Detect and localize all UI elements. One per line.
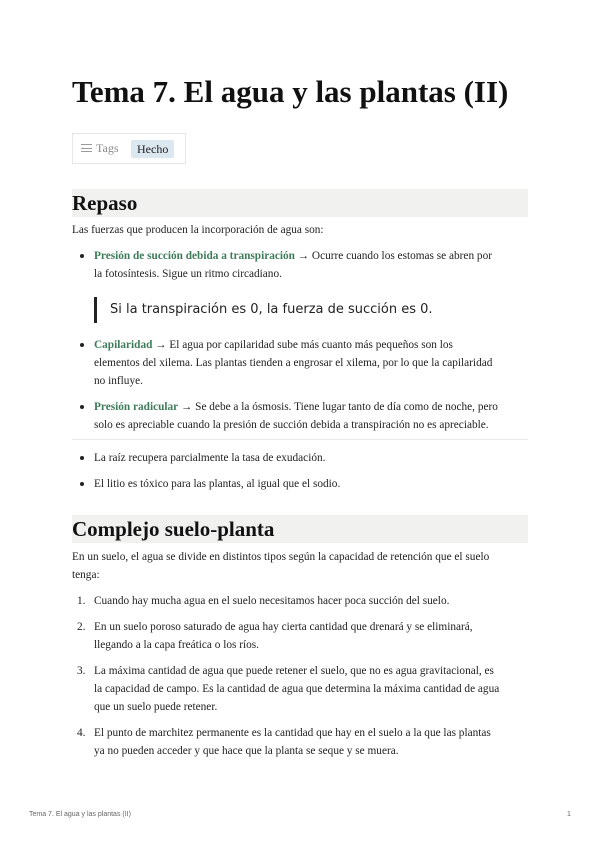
item-text: El agua por capilaridad sube más cuanto más pequeños son los xyxy=(169,339,453,351)
list-item xyxy=(72,398,528,434)
item-text: ya no pueden acceder y que hace que la planta se seque y se muera. xyxy=(94,745,399,757)
item-text: Se debe a la ósmosis. Tiene lugar tanto de día como de noche, pero xyxy=(195,401,498,413)
list-item xyxy=(72,618,528,654)
item-text: El punto de marchitez permanente es la cantidad que hay en el suelo a la que las plantas xyxy=(94,727,491,739)
list-item xyxy=(72,247,528,283)
list-item xyxy=(72,449,528,467)
bullet-icon xyxy=(80,343,84,347)
item-text: La máxima cantidad de agua que puede retener el suelo, que no es agua gravitacional, es xyxy=(94,665,494,677)
list-item xyxy=(72,662,528,716)
bullet-icon xyxy=(80,482,84,486)
bullet-icon xyxy=(80,405,84,409)
list-number: 2. xyxy=(77,621,86,633)
suelo-intro xyxy=(72,548,528,584)
footer-title: Tema 7. El agua y las plantas (II) xyxy=(29,811,131,818)
list-number: 4. xyxy=(77,727,86,739)
item-text: La raíz recupera parcialmente la tasa de exudación. xyxy=(94,452,326,464)
tag-chip[interactable]: Hecho xyxy=(131,140,174,158)
bullet-icon xyxy=(80,254,84,258)
item-text: El litio es tóxico para las plantas, al igual que el sodio. xyxy=(94,478,341,490)
repaso-intro: Las fuerzas que producen la incorporación de agua son: xyxy=(72,224,324,236)
item-text: Ocurre cuando los estomas se abren por xyxy=(311,250,492,262)
list-item xyxy=(72,724,528,760)
arrow: → xyxy=(155,339,167,351)
arrow: → xyxy=(297,250,310,262)
list-item xyxy=(72,475,528,493)
repaso-extra-list xyxy=(72,449,528,493)
item-text: la capacidad de campo. Es la cantidad de agua que determina la máxima cantidad de agua xyxy=(94,683,500,695)
repaso-list-2 xyxy=(72,336,528,434)
item-text: no influye. xyxy=(94,375,143,387)
list-number: 3. xyxy=(77,665,86,677)
callout-quote: Si la transpiración es 0, la fuerza de succión es 0. xyxy=(94,297,528,323)
tags-label: Tags xyxy=(96,141,119,155)
list-item xyxy=(72,592,528,610)
item-text: que un suelo puede retener. xyxy=(94,701,218,713)
item-text: Cuando hay mucha agua en el suelo necesitamos hacer poca succión del suelo. xyxy=(94,595,450,607)
item-text: solo es apreciable cuando la presión de succión debida a transpiración no es apreciable. xyxy=(94,419,489,431)
item-text: la fotosíntesis. Sigue un ritmo circadiano. xyxy=(94,268,282,280)
list-icon xyxy=(81,144,92,154)
properties-box xyxy=(72,133,186,164)
list-number: 1. xyxy=(77,595,86,607)
intro-line: En un suelo, el agua se divide en distintos tipos según la capacidad de retención que el suelo xyxy=(72,551,490,563)
heading-repaso: Repaso xyxy=(72,189,528,217)
bullet-icon xyxy=(80,456,84,460)
term-label: Presión radicular xyxy=(94,401,179,413)
item-text: llegando a la capa freática o los ríos. xyxy=(94,639,259,651)
divider xyxy=(72,439,528,440)
heading-complejo-suelo-planta: Complejo suelo-planta xyxy=(72,515,528,543)
item-text: elementos del xilema. Las plantas tienden a engrosar el xilema, por lo que la capilaridad xyxy=(94,357,493,369)
repaso-list-1 xyxy=(72,247,528,283)
page-title: Tema 7. El agua y las plantas (II) xyxy=(72,74,509,109)
list-item xyxy=(72,336,528,390)
item-text: En un suelo poroso saturado de agua hay cierta cantidad que drenará y se eliminará, xyxy=(94,621,473,633)
footer-page-number: 1 xyxy=(567,811,571,818)
term-label: Presión de succión debida a transpiración xyxy=(94,250,295,262)
arrow: → xyxy=(181,401,193,413)
suelo-numbered-list xyxy=(72,592,528,760)
intro-line: tenga: xyxy=(72,569,100,581)
term-label: Capilaridad xyxy=(94,339,153,351)
